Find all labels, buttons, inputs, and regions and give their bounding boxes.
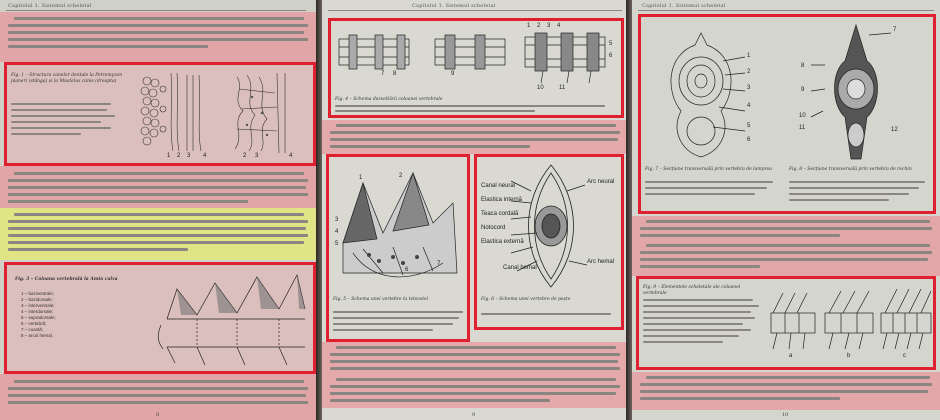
text-line bbox=[330, 392, 616, 395]
text-line bbox=[646, 244, 930, 247]
fig6-label-arc-hemal: Arc hemal bbox=[587, 259, 615, 265]
fig4-label: 9 bbox=[451, 71, 455, 77]
fig7-label: 3 bbox=[747, 85, 751, 91]
vertebral-column-drawing bbox=[157, 269, 307, 369]
fig4-label: 11 bbox=[559, 85, 566, 91]
fig4-label: 10 bbox=[537, 85, 544, 91]
fig5-label: 1 bbox=[359, 175, 363, 181]
caption-line bbox=[11, 109, 107, 111]
caption-line bbox=[11, 133, 81, 135]
fig8-label: 9 bbox=[801, 87, 805, 93]
fig5-label: 4 bbox=[335, 229, 339, 235]
fig4-label: 3 bbox=[547, 23, 551, 29]
text-line bbox=[8, 186, 306, 189]
caption-line bbox=[643, 341, 723, 343]
fig6-label-teaca-cordala: Teaca cordală bbox=[481, 211, 519, 217]
caption-line bbox=[335, 110, 535, 112]
figure-3-box bbox=[4, 262, 316, 374]
fig5-label: 6 bbox=[405, 267, 409, 273]
fig5-label: 7 bbox=[437, 261, 441, 267]
fig8-label: 7 bbox=[893, 27, 897, 33]
fig7-label: 5 bbox=[747, 123, 751, 129]
text-line bbox=[640, 251, 932, 254]
legend-item: 1 – baziventrale; bbox=[21, 291, 55, 296]
text-line bbox=[8, 24, 308, 27]
caption-line bbox=[645, 181, 773, 183]
teleost-vertebra-drawing bbox=[333, 163, 467, 293]
fig4-label: 7 bbox=[381, 71, 385, 77]
running-header: Capitolul 1. Sistemul scheletal bbox=[8, 3, 92, 9]
fig4-label: 6 bbox=[609, 53, 613, 59]
shark-vertebra-section bbox=[811, 25, 901, 161]
fig1-label: 4 bbox=[289, 153, 293, 159]
caption-line bbox=[643, 323, 743, 325]
text-line bbox=[640, 383, 932, 386]
text-line bbox=[336, 124, 616, 127]
text-line bbox=[8, 234, 308, 237]
text-line bbox=[640, 397, 840, 400]
text-line bbox=[8, 193, 308, 196]
text-line bbox=[8, 387, 308, 390]
text-line bbox=[330, 360, 618, 363]
caption-line bbox=[333, 323, 453, 325]
text-line bbox=[640, 390, 928, 393]
book-page-left bbox=[0, 0, 318, 420]
fig6-label-notocord: Notocord bbox=[481, 225, 506, 231]
caption-line bbox=[643, 299, 753, 301]
text-line bbox=[14, 380, 304, 383]
running-header: Capitolul 1. Sistemul scheletal bbox=[412, 3, 496, 9]
text-line bbox=[8, 401, 308, 404]
caption-line bbox=[645, 187, 767, 189]
caption-line bbox=[789, 199, 889, 201]
fig5-label: 2 bbox=[399, 173, 403, 179]
fig4-label: 5 bbox=[609, 41, 613, 47]
cartilage-structure-drawing bbox=[127, 69, 317, 159]
figure-6-box bbox=[474, 154, 624, 330]
fig4-label: 2 bbox=[537, 23, 541, 29]
page-number: 8 bbox=[156, 412, 160, 418]
caption-line bbox=[643, 317, 755, 319]
fig5-label: 3 bbox=[335, 217, 339, 223]
text-line bbox=[8, 31, 304, 34]
fig1-label: 2 bbox=[177, 153, 181, 159]
running-header: Capitolul 1. Sistemul scheletal bbox=[642, 3, 726, 9]
text-line bbox=[336, 346, 616, 349]
figure-8-caption: Fig. 8 – Secțiune transversală prin vertebra de rechin bbox=[789, 167, 912, 172]
book-page-right bbox=[632, 0, 940, 420]
fig4-label: 8 bbox=[393, 71, 397, 77]
text-line bbox=[640, 265, 760, 268]
text-line bbox=[8, 38, 308, 41]
legend-item: 6 – vertebră; bbox=[21, 321, 47, 326]
fig9-letter: b bbox=[847, 353, 851, 359]
caption-line bbox=[333, 317, 459, 319]
figure-1-box bbox=[4, 62, 316, 166]
text-line bbox=[330, 138, 618, 141]
header-rule bbox=[328, 10, 622, 11]
fig6-label-elastica-interna: Elastica internă bbox=[481, 197, 523, 203]
fig7-label: 6 bbox=[747, 137, 751, 143]
caption-line bbox=[11, 127, 111, 129]
legend-item: 2 – bazidorsale; bbox=[21, 297, 53, 302]
text-line bbox=[646, 376, 930, 379]
fig8-label: 10 bbox=[799, 113, 806, 119]
legend-item: 7 – coastă; bbox=[21, 327, 44, 332]
text-line bbox=[8, 220, 308, 223]
text-line bbox=[336, 378, 616, 381]
fig6-label-canal-hemal: Canal hemal bbox=[503, 265, 537, 271]
legend-item: 3 – interventrale; bbox=[21, 303, 55, 308]
text-line bbox=[8, 248, 188, 251]
caption-line bbox=[11, 115, 115, 117]
book-page-middle bbox=[322, 0, 628, 420]
page-number: 10 bbox=[782, 412, 789, 418]
fig4-label: 1 bbox=[527, 23, 531, 29]
figure-9-caption: Fig. 9 – Elementele scheletale ale coloanei vertebrale bbox=[643, 285, 741, 296]
legend-item: 8 – arcul hemal. bbox=[21, 333, 54, 338]
fig1-label: 2 bbox=[243, 153, 247, 159]
caption-line bbox=[643, 305, 759, 307]
fig6-label-canal-neural: Canal neural bbox=[481, 183, 516, 189]
caption-line bbox=[643, 311, 751, 313]
fig9-letter: a bbox=[789, 353, 793, 359]
figure-7-caption: Fig. 7 – Secțiune transversală prin vertebra de lamprea bbox=[645, 167, 772, 172]
fig5-label: 5 bbox=[335, 241, 339, 247]
page-number: 9 bbox=[472, 412, 476, 418]
fig4-label: 4 bbox=[557, 23, 561, 29]
lamprey-vertebra-section bbox=[661, 31, 751, 161]
legend-item: 4 – interdorsale; bbox=[21, 309, 54, 314]
caption-line bbox=[789, 187, 919, 189]
caption-line bbox=[643, 329, 751, 331]
text-line bbox=[330, 145, 530, 148]
header-rule bbox=[6, 10, 306, 11]
text-line bbox=[8, 200, 248, 203]
text-line bbox=[14, 213, 304, 216]
figure-3-caption: Fig. 3 – Coloana vertebrală la Amia calva bbox=[15, 277, 118, 282]
caption-line bbox=[789, 193, 909, 195]
fig6-label-elastica-externa: Elastica externă bbox=[481, 239, 524, 245]
text-line bbox=[330, 367, 620, 370]
figure-4-caption: Fig. 4 – Schema dezvoltării coloanei vertebrale bbox=[335, 97, 443, 102]
fig1-label: 4 bbox=[203, 153, 207, 159]
caption-line bbox=[11, 103, 111, 105]
text-line bbox=[640, 227, 932, 230]
legend-item: 5 – supradorsale; bbox=[21, 315, 56, 320]
vertebra-development-drawing bbox=[335, 25, 621, 97]
fig8-label: 11 bbox=[799, 125, 806, 131]
text-line bbox=[8, 179, 308, 182]
fig7-label: 2 bbox=[747, 69, 751, 75]
fig9-letter: c bbox=[903, 353, 906, 359]
caption-line bbox=[11, 121, 101, 123]
figure-4-box bbox=[328, 18, 624, 118]
figure-7-8-box bbox=[638, 14, 936, 214]
fig7-label: 1 bbox=[747, 53, 751, 59]
text-line bbox=[640, 258, 928, 261]
fig8-label: 12 bbox=[891, 127, 898, 133]
caption-line bbox=[645, 193, 755, 195]
text-line bbox=[640, 234, 840, 237]
text-line bbox=[330, 385, 620, 388]
caption-line bbox=[481, 313, 611, 315]
figure-9-box bbox=[636, 276, 936, 370]
vertebral-elements-drawing bbox=[763, 283, 933, 359]
text-line bbox=[14, 17, 304, 20]
text-line bbox=[8, 241, 304, 244]
fig6-label-arc-neural: Arc neural bbox=[587, 179, 615, 185]
caption-line bbox=[333, 329, 433, 331]
figure-5-caption: Fig. 5 – Schema unei vertebre la teleostei bbox=[333, 297, 429, 302]
text-line bbox=[330, 353, 620, 356]
fig1-label: 1 bbox=[167, 153, 171, 159]
caption-line bbox=[643, 335, 739, 337]
text-line bbox=[8, 227, 306, 230]
text-line bbox=[8, 45, 208, 48]
figure-5-box bbox=[326, 154, 470, 342]
caption-line bbox=[789, 181, 925, 183]
text-line bbox=[646, 220, 930, 223]
figure-1-caption: Fig. 1 – Structura canelor dentale la Petromyzon planeri (stânga) și la Mustelus canis (dreapta) bbox=[11, 73, 123, 84]
fig8-label: 8 bbox=[801, 63, 805, 69]
fig1-label: 3 bbox=[187, 153, 191, 159]
text-line bbox=[330, 399, 550, 402]
caption-line bbox=[335, 105, 605, 107]
fig7-label: 4 bbox=[747, 103, 751, 109]
text-line bbox=[14, 172, 304, 175]
figure-6-caption: Fig. 6 – Schema unei vertebre de pește bbox=[481, 297, 571, 302]
header-rule bbox=[638, 10, 934, 11]
text-line bbox=[8, 394, 306, 397]
fig1-label: 3 bbox=[255, 153, 259, 159]
caption-line bbox=[333, 311, 463, 313]
text-line bbox=[330, 131, 620, 134]
